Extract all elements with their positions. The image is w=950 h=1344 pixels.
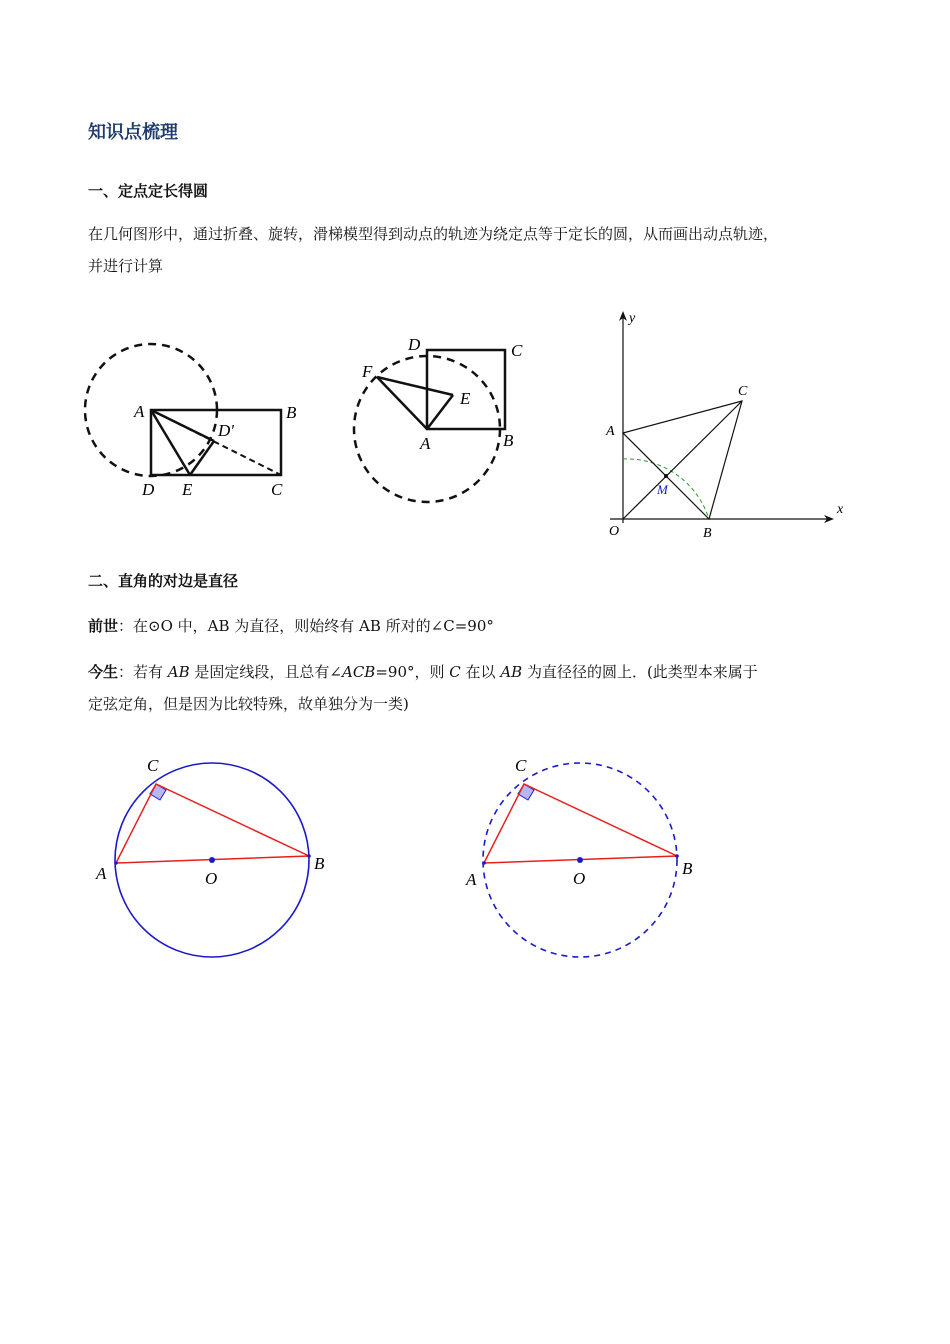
label-b: B [286, 403, 297, 422]
label-o: O [573, 869, 586, 888]
section1-text-line1: 在几何图形中，通过折叠、旋转，滑梯模型得到动点的轨迹为绕定点等于定长的圆，从而画出动点轨迹， [88, 225, 779, 243]
label-c: C [515, 756, 527, 775]
figure-fold-rectangle [80, 338, 310, 503]
label-c: C [738, 384, 748, 399]
label-a: A [134, 402, 145, 421]
past-life-text: ：在⊙O 中，AB 为直径，则始终有 AB 所对的∠C=90° [118, 617, 494, 635]
label-b: B [503, 431, 514, 450]
label-o: O [205, 869, 218, 888]
present-life-line1: 今生：若有 AB 是固定线段，且总有∠ACB=90°，则 C 在以 AB 为直径径的圆上．(此类型本来属于 [88, 663, 758, 681]
label-d: D [142, 480, 155, 499]
label-a: A [420, 434, 431, 453]
label-d: D [408, 335, 421, 354]
triangle-acb [484, 784, 677, 863]
section1-text-line2: 并进行计算 [88, 257, 164, 275]
past-life-label: 前世 [88, 617, 119, 635]
past-life-paragraph [88, 610, 868, 642]
label-c: C [147, 756, 159, 775]
label-b: B [703, 526, 712, 541]
point-m [664, 474, 668, 478]
label-m: M [657, 482, 668, 497]
figure-circle-solid [90, 752, 340, 967]
label-e: E [182, 480, 193, 499]
label-d-prime: D' [218, 421, 234, 440]
triangle-acb [116, 784, 309, 863]
page-title: 知识点梳理 [88, 122, 178, 143]
section1-heading: 一、定点定长得圆 [88, 182, 209, 200]
present-life-line2: 定弦定角，但是因为比较特殊，故单独分为一类) [88, 695, 409, 713]
label-b: B [682, 859, 693, 878]
present-life-paragraph [88, 656, 868, 720]
section1-text [88, 218, 868, 282]
label-x: x [837, 502, 844, 517]
label-a: A [466, 870, 477, 889]
figure-circle-dashed [460, 752, 710, 967]
label-c: C [271, 480, 283, 499]
present-life-label: 今生 [88, 663, 119, 681]
label-y: y [629, 311, 636, 326]
figure-rotate-square [350, 332, 535, 504]
label-o: O [609, 524, 620, 539]
label-a: A [96, 864, 107, 883]
label-f: F [362, 362, 373, 381]
label-c: C [511, 341, 523, 360]
center-o [209, 857, 215, 863]
figure-coordinate-ladder [600, 308, 855, 543]
label-e: E [460, 389, 471, 408]
label-a: A [606, 424, 615, 439]
label-b: B [314, 854, 325, 873]
section2-heading: 二、直角的对边是直径 [88, 572, 239, 590]
center-o [577, 857, 583, 863]
